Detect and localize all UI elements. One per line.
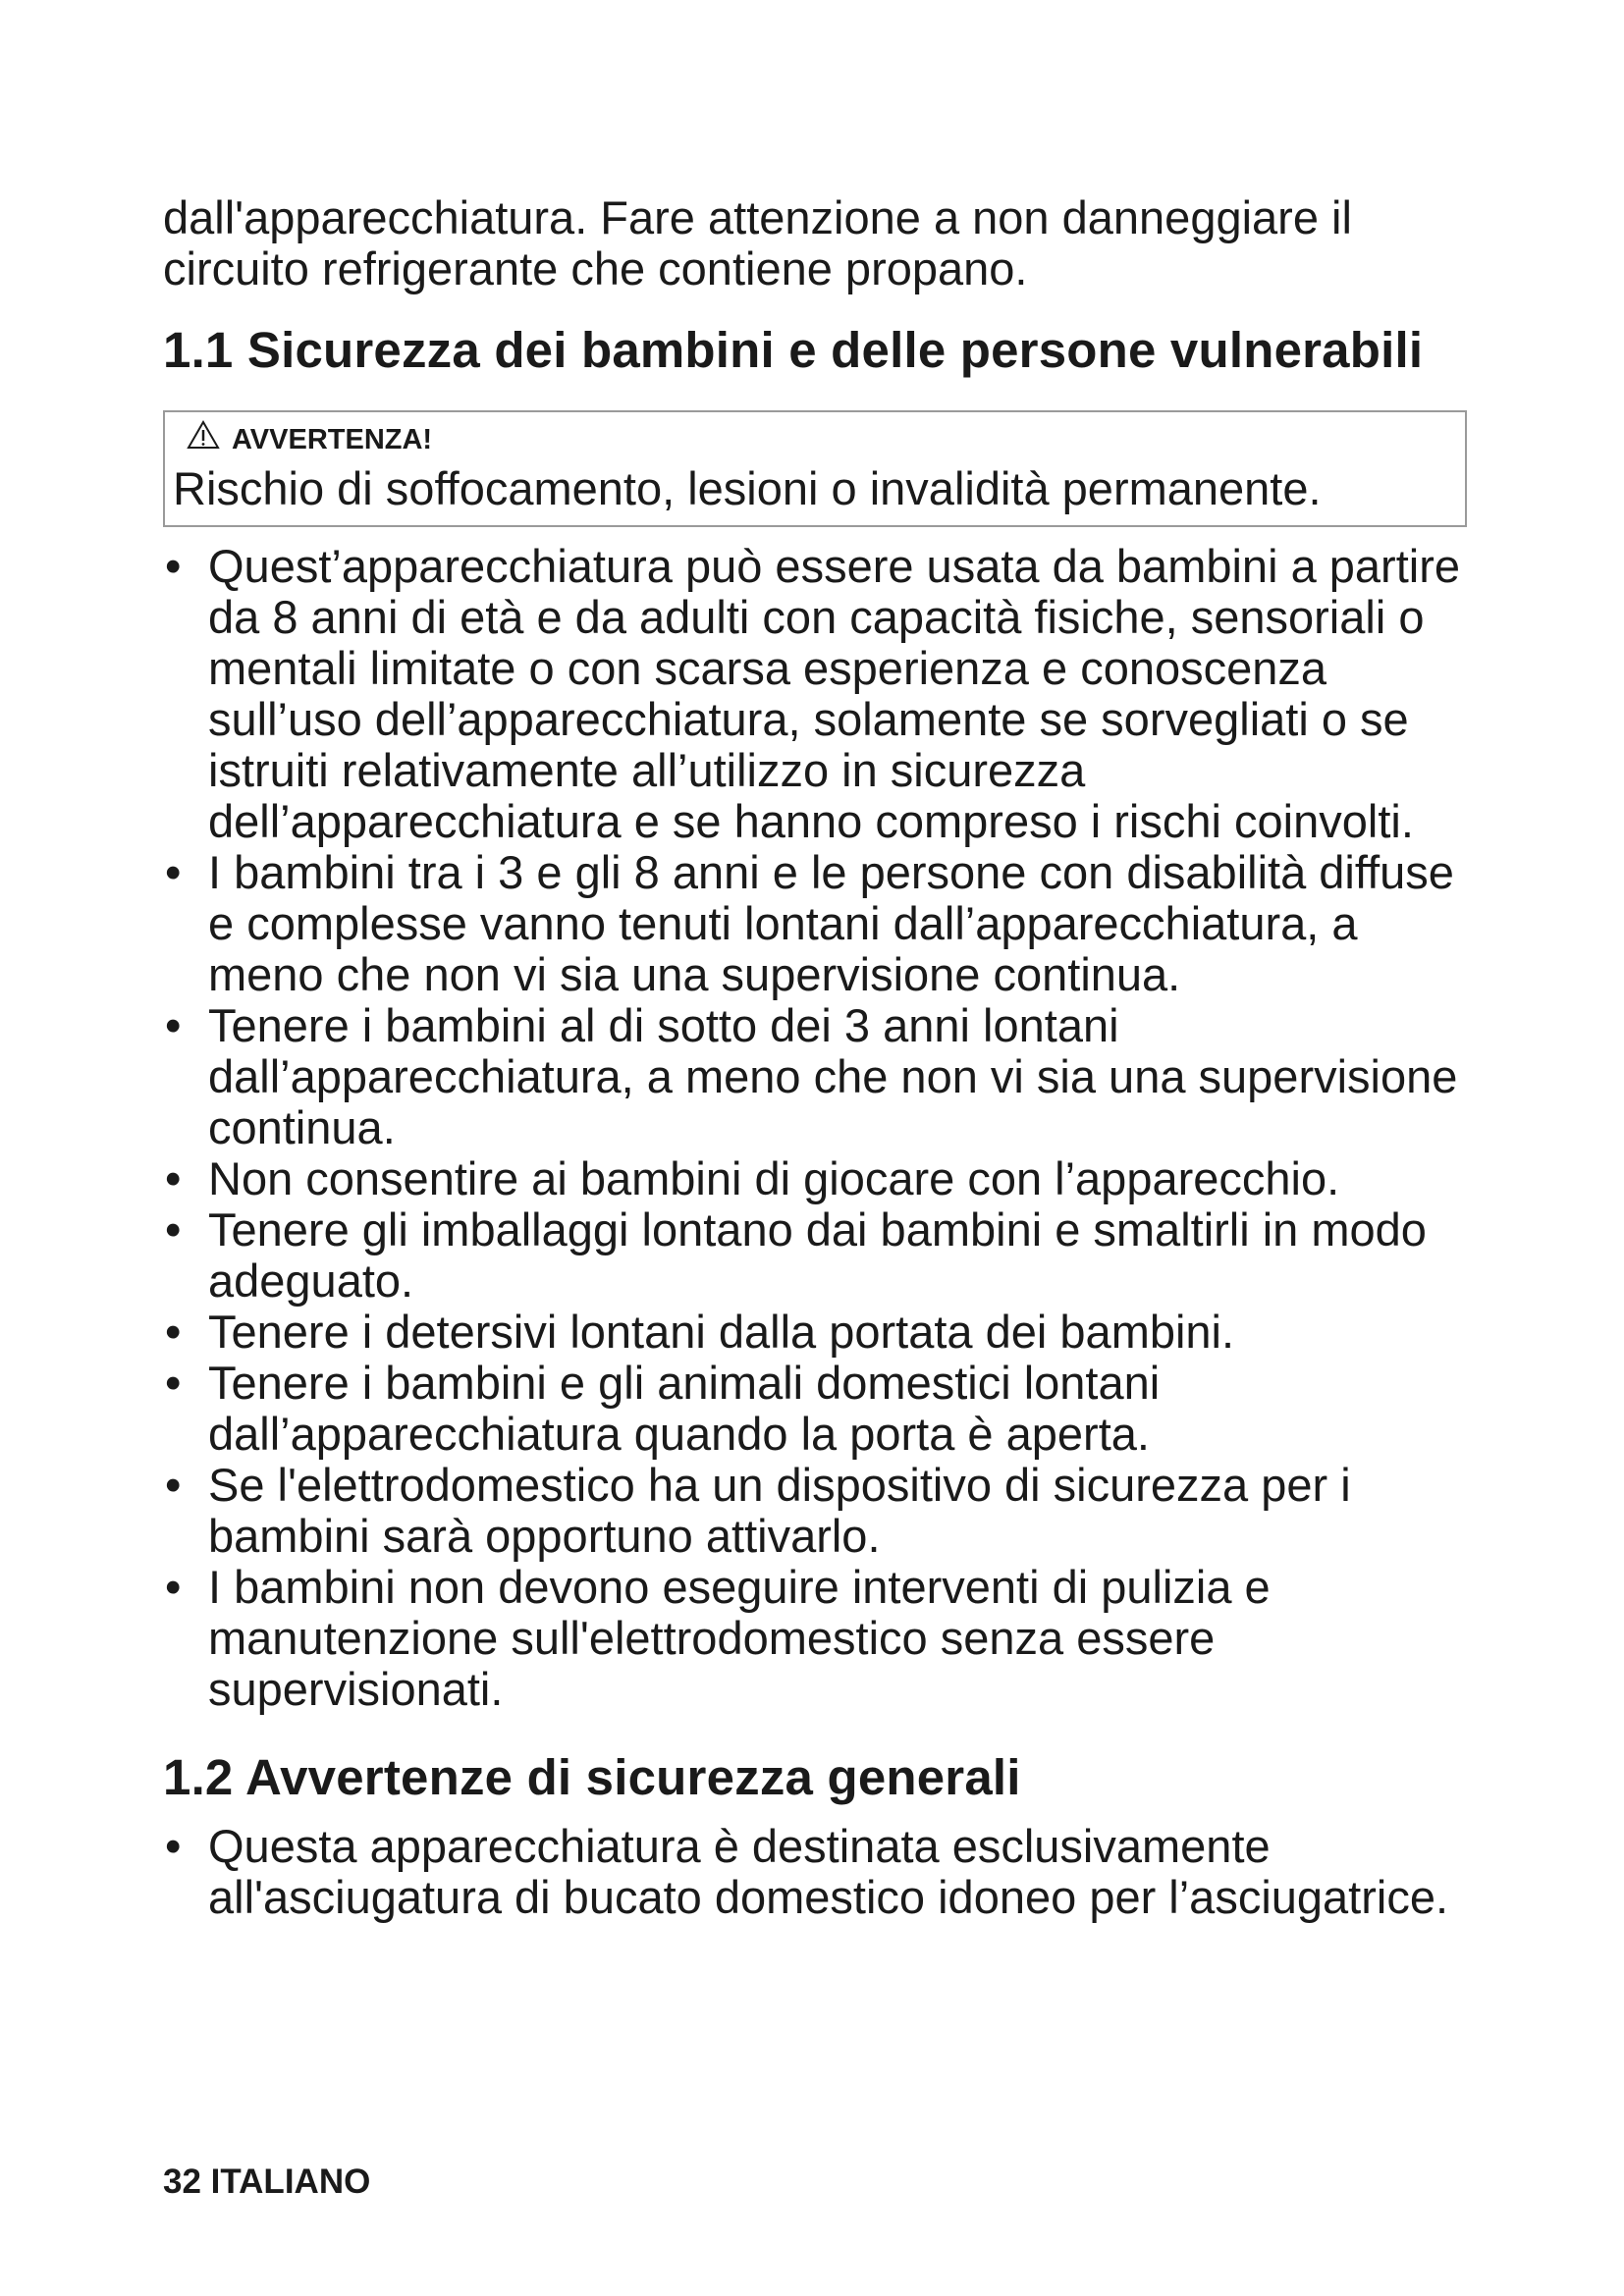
list-item [163, 1358, 1479, 1460]
warning-triangle-svg [187, 420, 220, 450]
list-item [163, 1000, 1479, 1153]
document-page [163, 192, 1479, 1923]
child-safety-list [163, 541, 1479, 1715]
bullet: • [165, 1820, 182, 1872]
bullet: • [165, 540, 182, 592]
list-item-text: Tenere i detersivi lontani dalla portata dei bambini. [208, 1306, 1235, 1358]
list-item-text: I bambini tra i 3 e gli 8 anni e le persone con disabilità diffuse e complesse vanno tenuti lontani dall’apparecchiatura, a meno che non vi sia una supervisione continua. [208, 846, 1454, 1000]
bullet: • [165, 1306, 182, 1358]
bullet: • [165, 846, 182, 898]
list-item-text: Quest’apparecchiatura può essere usata da bambini a partire da 8 anni di età e da adulti con capacità fisiche, sensoriali o mentali limitate o con scarsa esperienza e conoscenza sull’uso dell’apparecchiatura, solamente se sorvegliati o se istruiti relativamente all’utilizzo in sicurezza dell’apparecchiatura e se hanno compreso i rischi coinvolti. [208, 540, 1460, 847]
list-item [163, 1204, 1479, 1307]
list-item-text: I bambini non devono eseguire interventi di pulizia e manutenzione sull'elettrodomestico senza essere supervisionati. [208, 1561, 1271, 1715]
warning-header [173, 420, 1465, 458]
bullet: • [165, 1203, 182, 1255]
list-item-text: Tenere i bambini al di sotto dei 3 anni lontani dall’apparecchiatura, a meno che non vi sia una supervisione continua. [208, 999, 1458, 1153]
bullet: • [165, 999, 182, 1051]
bullet: • [165, 1152, 182, 1204]
intro-paragraph: dall'apparecchiatura. Fare attenzione a non danneggiare il circuito refrigerante che contiene propano. [163, 191, 1352, 294]
warning-triangle-icon [187, 420, 232, 458]
list-item [163, 1562, 1479, 1715]
bullet: • [165, 1357, 182, 1409]
page-footer: 32 ITALIANO [163, 2163, 371, 2201]
list-item-text: Questa apparecchiatura è destinata esclusivamente all'asciugatura di bucato domestico idoneo per l’asciugatrice. [208, 1820, 1449, 1923]
list-item [163, 1460, 1479, 1562]
list-item [163, 1307, 1479, 1358]
warning-label: AVVERTENZA! [232, 423, 433, 455]
list-item-text: Non consentire ai bambini di giocare con l’apparecchio. [208, 1152, 1340, 1204]
list-item [163, 1153, 1479, 1204]
warning-text: Rischio di soffocamento, lesioni o invalidità permanente. [173, 462, 1322, 514]
warning-box [163, 410, 1467, 527]
list-item [163, 541, 1479, 847]
list-item-text: Tenere i bambini e gli animali domestici lontani dall’apparecchiatura quando la porta è aperta. [208, 1357, 1161, 1460]
list-item-text: Se l'elettrodomestico ha un dispositivo di sicurezza per i bambini sarà opportuno attivarlo. [208, 1459, 1351, 1562]
general-safety-list [163, 1821, 1479, 1923]
bullet: • [165, 1459, 182, 1511]
section-heading-1-1: 1.1 Sicurezza dei bambini e delle persone vulnerabili [163, 322, 1424, 378]
bullet: • [165, 1561, 182, 1613]
list-item-text: Tenere gli imballaggi lontano dai bambini e smaltirli in modo adeguato. [208, 1203, 1427, 1307]
section-heading-1-2: 1.2 Avvertenze di sicurezza generali [163, 1749, 1021, 1805]
list-item [163, 1821, 1479, 1923]
list-item [163, 847, 1479, 1000]
